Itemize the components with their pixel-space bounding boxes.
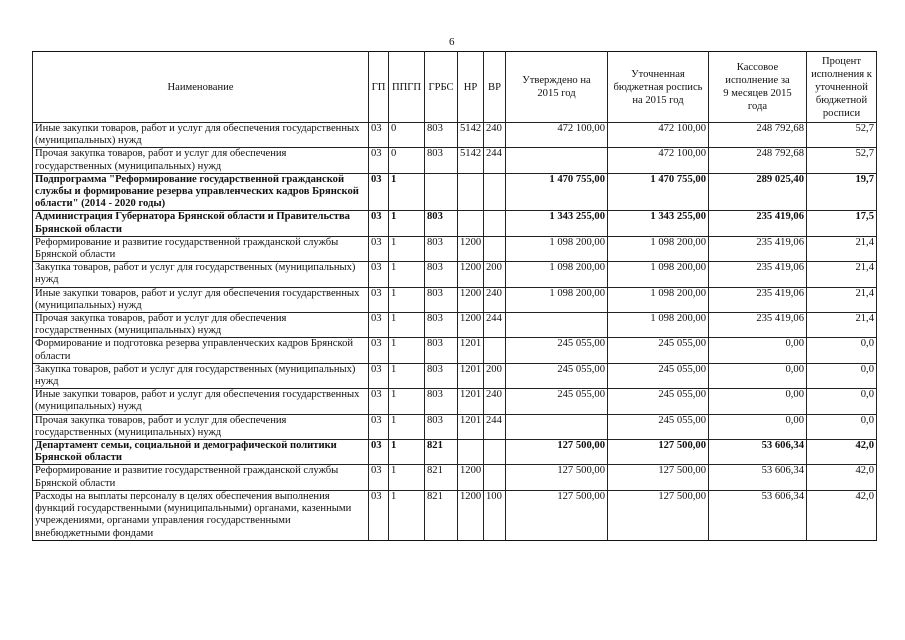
row-cash: 235 419,06	[709, 262, 807, 287]
table-header-row	[33, 52, 877, 123]
row-vr	[484, 173, 506, 211]
row-approved: 1 343 255,00	[506, 211, 608, 236]
row-refined: 127 500,00	[608, 490, 709, 540]
row-vr: 240	[484, 389, 506, 414]
row-nr: 1200	[458, 262, 484, 287]
row-percent: 21,4	[807, 287, 877, 312]
row-approved: 1 098 200,00	[506, 236, 608, 261]
row-vr	[484, 211, 506, 236]
row-nr	[458, 211, 484, 236]
row-refined: 1 098 200,00	[608, 313, 709, 338]
row-vr	[484, 236, 506, 261]
row-name: Формирование и подготовка резерва управленческих кадров Брянской области	[33, 338, 369, 363]
row-cash: 0,00	[709, 338, 807, 363]
row-ppgp: 1	[389, 414, 425, 439]
row-gp: 03	[369, 236, 389, 261]
row-vr	[484, 440, 506, 465]
row-cash: 235 419,06	[709, 313, 807, 338]
row-cash: 289 025,40	[709, 173, 807, 211]
table-row	[33, 490, 877, 540]
row-refined: 245 055,00	[608, 338, 709, 363]
row-nr: 5142	[458, 148, 484, 173]
row-name: Прочая закупка товаров, работ и услуг для обеспечения государственных (муниципальных) нужд	[33, 313, 369, 338]
row-cash: 53 606,34	[709, 465, 807, 490]
row-grbs: 803	[425, 211, 458, 236]
table-row	[33, 338, 877, 363]
row-gp: 03	[369, 211, 389, 236]
row-percent: 21,4	[807, 313, 877, 338]
row-gp: 03	[369, 338, 389, 363]
row-vr: 244	[484, 148, 506, 173]
row-percent: 0,0	[807, 414, 877, 439]
row-gp: 03	[369, 389, 389, 414]
row-refined: 245 055,00	[608, 363, 709, 388]
row-approved	[506, 313, 608, 338]
row-refined: 1 470 755,00	[608, 173, 709, 211]
row-ppgp: 1	[389, 262, 425, 287]
row-cash: 235 419,06	[709, 211, 807, 236]
row-gp: 03	[369, 490, 389, 540]
row-ppgp: 1	[389, 173, 425, 211]
row-vr: 100	[484, 490, 506, 540]
row-nr: 1200	[458, 287, 484, 312]
row-nr: 5142	[458, 123, 484, 148]
row-vr	[484, 338, 506, 363]
table-row	[33, 363, 877, 388]
header-grbs: ГРБС	[425, 52, 458, 123]
row-name: Расходы на выплаты персоналу в целях обеспечения выполнения функций государственными (муниципальными) органами, казенными учреждениями, органами управления государственными внебюджетными фондами	[33, 490, 369, 540]
row-name: Закупка товаров, работ и услуг для государственных (муниципальных) нужд	[33, 363, 369, 388]
row-refined: 245 055,00	[608, 414, 709, 439]
table-row	[33, 262, 877, 287]
row-cash: 0,00	[709, 414, 807, 439]
row-ppgp: 1	[389, 287, 425, 312]
row-cash: 53 606,34	[709, 440, 807, 465]
row-grbs: 803	[425, 262, 458, 287]
row-percent: 52,7	[807, 123, 877, 148]
row-grbs: 821	[425, 490, 458, 540]
row-approved: 245 055,00	[506, 363, 608, 388]
row-name: Реформирование и развитие государственной гражданской службы Брянской области	[33, 465, 369, 490]
row-vr: 244	[484, 313, 506, 338]
row-ppgp: 0	[389, 123, 425, 148]
row-grbs: 803	[425, 363, 458, 388]
header-cash: Кассовое исполнение за 9 месяцев 2015 года	[709, 52, 807, 123]
row-nr: 1200	[458, 313, 484, 338]
row-cash: 53 606,34	[709, 490, 807, 540]
row-ppgp: 0	[389, 148, 425, 173]
row-approved	[506, 148, 608, 173]
row-nr: 1200	[458, 236, 484, 261]
row-refined: 472 100,00	[608, 148, 709, 173]
row-refined: 127 500,00	[608, 440, 709, 465]
page-number: 6	[449, 36, 455, 48]
row-approved: 1 098 200,00	[506, 262, 608, 287]
row-name: Подпрограмма "Реформирование государственной гражданской службы и формирование резерва управленческих кадров Брянской области" (2014 - 2020 годы)	[33, 173, 369, 211]
row-gp: 03	[369, 363, 389, 388]
row-nr	[458, 173, 484, 211]
table-row	[33, 465, 877, 490]
row-percent: 21,4	[807, 236, 877, 261]
row-name: Прочая закупка товаров, работ и услуг для обеспечения государственных (муниципальных) нужд	[33, 414, 369, 439]
row-grbs: 803	[425, 236, 458, 261]
header-refined: Уточненная бюджетная роспись на 2015 год	[608, 52, 709, 123]
row-name: Администрация Губернатора Брянской области и Правительства Брянской области	[33, 211, 369, 236]
budget-execution-table	[32, 51, 877, 541]
row-gp: 03	[369, 173, 389, 211]
table-row	[33, 414, 877, 439]
row-refined: 472 100,00	[608, 123, 709, 148]
row-name: Реформирование и развитие государственной гражданской службы Брянской области	[33, 236, 369, 261]
row-ppgp: 1	[389, 236, 425, 261]
row-ppgp: 1	[389, 338, 425, 363]
table-row	[33, 287, 877, 312]
row-grbs: 803	[425, 338, 458, 363]
row-grbs: 803	[425, 123, 458, 148]
table-row	[33, 389, 877, 414]
row-grbs: 803	[425, 287, 458, 312]
row-cash: 248 792,68	[709, 148, 807, 173]
row-refined: 1 098 200,00	[608, 236, 709, 261]
row-approved: 127 500,00	[506, 465, 608, 490]
row-gp: 03	[369, 440, 389, 465]
table-row	[33, 173, 877, 211]
row-refined: 1 098 200,00	[608, 262, 709, 287]
row-grbs: 821	[425, 465, 458, 490]
table-row	[33, 123, 877, 148]
table-row	[33, 236, 877, 261]
row-cash: 248 792,68	[709, 123, 807, 148]
row-gp: 03	[369, 414, 389, 439]
row-percent: 19,7	[807, 173, 877, 211]
row-ppgp: 1	[389, 465, 425, 490]
row-refined: 127 500,00	[608, 465, 709, 490]
row-percent: 42,0	[807, 490, 877, 540]
row-ppgp: 1	[389, 389, 425, 414]
row-gp: 03	[369, 465, 389, 490]
row-nr	[458, 440, 484, 465]
row-name: Департамент семьи, социальной и демографической политики Брянской области	[33, 440, 369, 465]
row-gp: 03	[369, 262, 389, 287]
row-percent: 21,4	[807, 262, 877, 287]
row-cash: 235 419,06	[709, 236, 807, 261]
header-percent: Процент исполнения к уточненной бюджетной росписи	[807, 52, 877, 123]
table-row	[33, 440, 877, 465]
row-percent: 52,7	[807, 148, 877, 173]
table-row	[33, 148, 877, 173]
row-refined: 1 343 255,00	[608, 211, 709, 236]
row-percent: 42,0	[807, 465, 877, 490]
header-ppgp: ППГП	[389, 52, 425, 123]
row-vr	[484, 465, 506, 490]
row-vr: 200	[484, 363, 506, 388]
row-cash: 235 419,06	[709, 287, 807, 312]
row-name: Иные закупки товаров, работ и услуг для обеспечения государственных (муниципальных) нужд	[33, 123, 369, 148]
row-approved: 1 470 755,00	[506, 173, 608, 211]
row-gp: 03	[369, 148, 389, 173]
table-row	[33, 313, 877, 338]
row-vr: 200	[484, 262, 506, 287]
row-refined: 245 055,00	[608, 389, 709, 414]
header-nr: НР	[458, 52, 484, 123]
row-approved: 472 100,00	[506, 123, 608, 148]
row-ppgp: 1	[389, 313, 425, 338]
row-gp: 03	[369, 287, 389, 312]
row-approved: 245 055,00	[506, 338, 608, 363]
row-percent: 17,5	[807, 211, 877, 236]
row-cash: 0,00	[709, 389, 807, 414]
table-row	[33, 211, 877, 236]
header-vr: ВР	[484, 52, 506, 123]
header-approved: Утверждено на 2015 год	[506, 52, 608, 123]
row-vr: 240	[484, 123, 506, 148]
row-nr: 1200	[458, 465, 484, 490]
row-grbs: 803	[425, 148, 458, 173]
row-grbs: 803	[425, 313, 458, 338]
row-percent: 0,0	[807, 338, 877, 363]
row-ppgp: 1	[389, 363, 425, 388]
row-ppgp: 1	[389, 490, 425, 540]
row-nr: 1201	[458, 389, 484, 414]
row-name: Прочая закупка товаров, работ и услуг для обеспечения государственных (муниципальных) нужд	[33, 148, 369, 173]
row-grbs: 803	[425, 389, 458, 414]
row-name: Закупка товаров, работ и услуг для государственных (муниципальных) нужд	[33, 262, 369, 287]
row-grbs: 803	[425, 414, 458, 439]
row-nr: 1201	[458, 338, 484, 363]
row-approved: 1 098 200,00	[506, 287, 608, 312]
row-name: Иные закупки товаров, работ и услуг для обеспечения государственных (муниципальных) нужд	[33, 287, 369, 312]
row-nr: 1201	[458, 363, 484, 388]
row-grbs: 821	[425, 440, 458, 465]
row-nr: 1201	[458, 414, 484, 439]
row-approved: 127 500,00	[506, 440, 608, 465]
row-name: Иные закупки товаров, работ и услуг для обеспечения государственных (муниципальных) нужд	[33, 389, 369, 414]
row-cash: 0,00	[709, 363, 807, 388]
row-ppgp: 1	[389, 440, 425, 465]
row-ppgp: 1	[389, 211, 425, 236]
row-percent: 0,0	[807, 363, 877, 388]
header-name: Наименование	[33, 52, 369, 123]
header-gp: ГП	[369, 52, 389, 123]
row-vr: 244	[484, 414, 506, 439]
row-vr: 240	[484, 287, 506, 312]
row-refined: 1 098 200,00	[608, 287, 709, 312]
row-gp: 03	[369, 123, 389, 148]
row-approved: 127 500,00	[506, 490, 608, 540]
row-percent: 0,0	[807, 389, 877, 414]
row-grbs	[425, 173, 458, 211]
row-approved: 245 055,00	[506, 389, 608, 414]
row-approved	[506, 414, 608, 439]
row-gp: 03	[369, 313, 389, 338]
row-percent: 42,0	[807, 440, 877, 465]
row-nr: 1200	[458, 490, 484, 540]
